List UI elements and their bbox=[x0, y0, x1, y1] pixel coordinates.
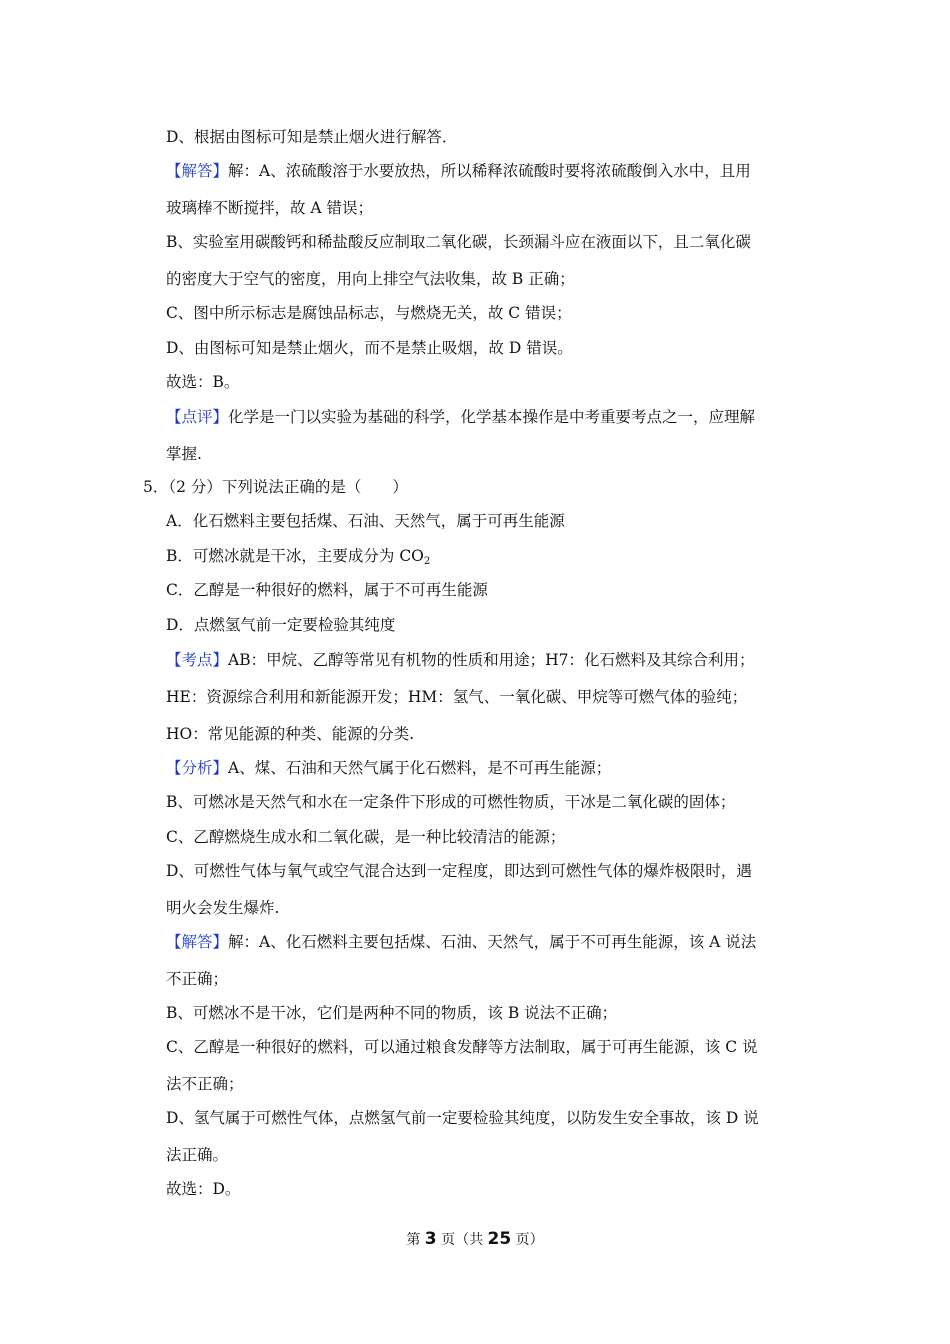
text-line: 法不正确； bbox=[166, 1075, 244, 1093]
answer-line: 【解答】解：A、浓硫酸溶于水要放热，所以稀释浓硫酸时要将浓硫酸倒入水中，且用 bbox=[166, 162, 751, 180]
text-line: 故选：D。 bbox=[166, 1180, 241, 1198]
option-a: A．化石燃料主要包括煤、石油、天然气，属于可再生能源 bbox=[166, 512, 565, 530]
text-line: B、实验室用碳酸钙和稀盐酸反应制取二氧化碳，长颈漏斗应在液面以下，且二氧化碳 bbox=[166, 233, 751, 251]
comment-line: 【点评】化学是一门以实验为基础的科学，化学基本操作是中考重要考点之一，应理解 bbox=[166, 408, 756, 426]
text-line: D、氢气属于可燃性气体，点燃氢气前一定要检验其纯度，以防发生安全事故，该 D 说 bbox=[166, 1109, 759, 1127]
text-line: B、可燃冰不是干冰，它们是两种不同的物质，该 B 说法不正确； bbox=[166, 1004, 618, 1022]
text-line: 不正确； bbox=[166, 970, 229, 988]
text-line: D、由图标可知是禁止烟火，而不是禁止吸烟，故 D 错误。 bbox=[166, 339, 573, 357]
text-line: 的密度大于空气的密度，用向上排空气法收集，故 B 正确； bbox=[166, 270, 575, 288]
text-line: C、乙醇是一种很好的燃料，可以通过粮食发酵等方法制取，属于可再生能源，该 C 说 bbox=[166, 1038, 758, 1056]
answer-line: 【解答】解：A、化石燃料主要包括煤、石油、天然气，属于不可再生能源，该 A 说法 bbox=[166, 933, 757, 951]
answer-tag: 【解答】 bbox=[166, 162, 229, 180]
option-c: C．乙醇是一种很好的燃料，属于不可再生能源 bbox=[166, 581, 488, 599]
page-total: 25 bbox=[487, 1229, 512, 1249]
text-line: C、乙醇燃烧生成水和二氧化碳，是一种比较清洁的能源； bbox=[166, 828, 566, 846]
page-footer: 第 3 页（共 25 页） bbox=[406, 1229, 544, 1249]
page-number: 3 bbox=[424, 1229, 437, 1249]
text-line: HO：常见能源的种类、能源的分类. bbox=[166, 725, 415, 743]
text-line: HE：资源综合利用和新能源开发；HM：氢气、一氧化碳、甲烷等可燃气体的验纯； bbox=[166, 688, 748, 706]
text-line: 明火会发生爆炸. bbox=[166, 899, 280, 917]
text-line: 掌握. bbox=[166, 445, 202, 463]
text-line: 法正确。 bbox=[166, 1146, 229, 1164]
comment-tag: 【点评】 bbox=[166, 408, 229, 426]
question-stem: 5．（2 分）下列说法正确的是（ ） bbox=[143, 478, 408, 496]
text-line: B、可燃冰是天然气和水在一定条件下形成的可燃性物质，干冰是二氧化碳的固体； bbox=[166, 793, 736, 811]
knowledge-point-tag: 【考点】 bbox=[166, 651, 229, 669]
text-line: D、根据由图标可知是禁止烟火进行解答． bbox=[166, 128, 458, 146]
option-b: B．可燃冰就是干冰，主要成分为 $CO_2$ bbox=[166, 547, 431, 567]
text-line: D、可燃性气体与氧气或空气混合达到一定程度，即达到可燃性气体的爆炸极限时，遇 bbox=[166, 862, 752, 880]
knowledge-point-line: 【考点】AB：甲烷、乙醇等常见有机物的性质和用途；H7：化石燃料及其综合利用； bbox=[166, 651, 755, 669]
text-line: 故选：B。 bbox=[166, 373, 240, 391]
answer-tag: 【解答】 bbox=[166, 933, 229, 951]
analysis-tag: 【分析】 bbox=[166, 759, 229, 777]
text-line: 玻璃棒不断搅拌，故 A 错误； bbox=[166, 199, 374, 217]
option-d: D．点燃氢气前一定要检验其纯度 bbox=[166, 616, 396, 634]
analysis-line: 【分析】A、煤、石油和天然气属于化石燃料，是不可再生能源； bbox=[166, 759, 612, 777]
text-line: C、图中所示标志是腐蚀品标志，与燃烧无关，故 C 错误； bbox=[166, 304, 572, 322]
